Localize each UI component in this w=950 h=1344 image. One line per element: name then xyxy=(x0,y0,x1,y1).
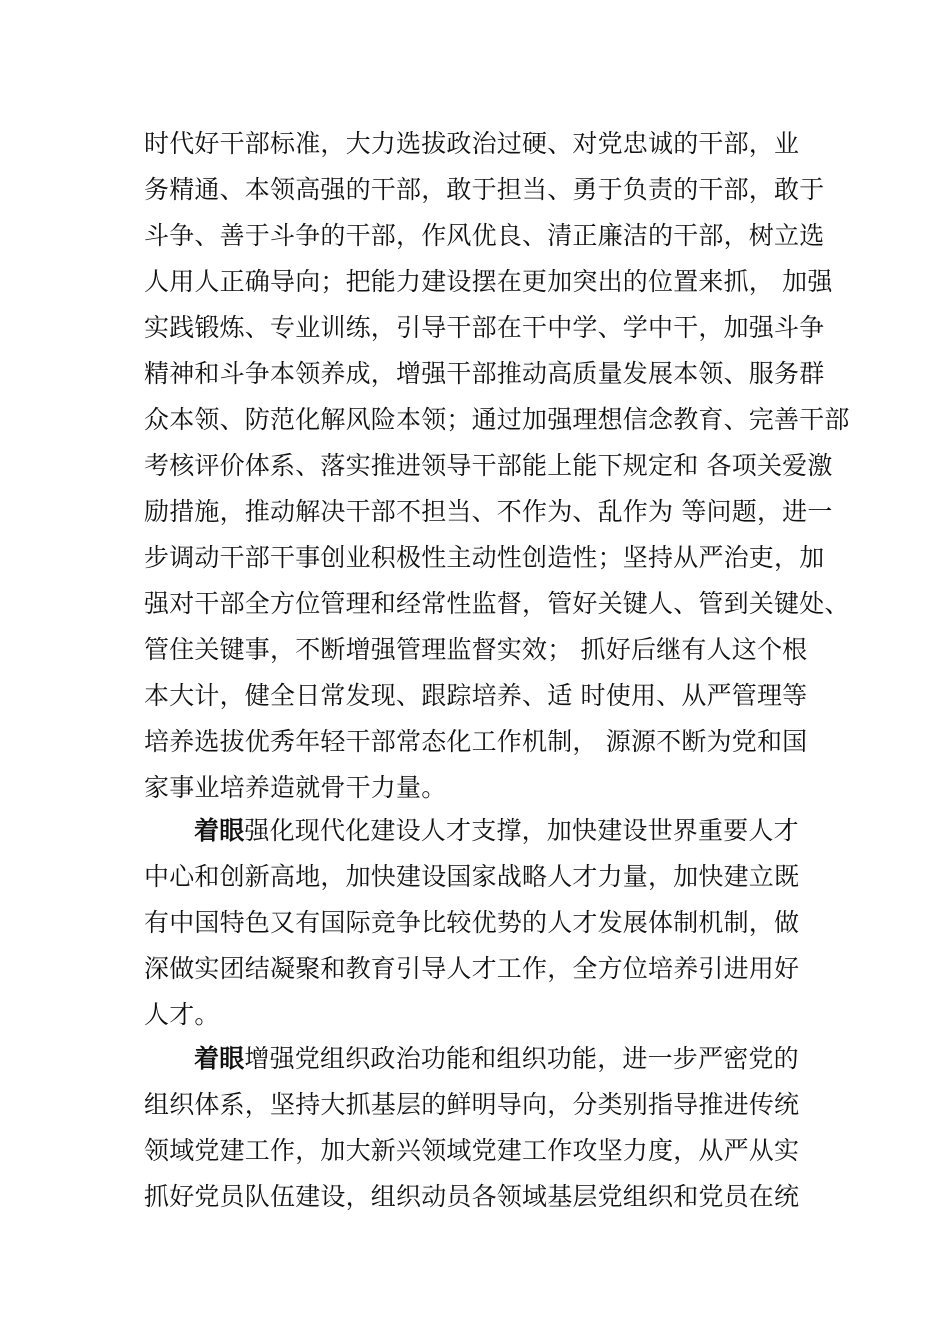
text-line: 领域党建工作，加大新兴领域党建工作攻坚力度，从严从实 xyxy=(144,1136,800,1165)
text-line-content: 增强党组织政治功能和组织功能，进一步严密党的 xyxy=(244,1044,799,1073)
paragraph-cadre-standards xyxy=(144,121,850,811)
text-line: 抓好党员队伍建设，组织动员各领域基层党组织和党员在统 xyxy=(144,1182,800,1211)
text-line: 众本领、防范化解风险本领；通过加强理想信念教育、完善干部 xyxy=(144,405,850,434)
text-line: 步调动干部干事创业积极性主动性创造性；坚持从严治吏，加 xyxy=(144,543,825,572)
paragraph-party-organization xyxy=(144,1036,844,1220)
text-line-first xyxy=(144,808,844,854)
text-line: 深做实团结凝聚和教育引导人才工作，全方位培养引进用好 xyxy=(144,954,800,983)
text-line: 精神和斗争本领养成，增强干部推动高质量发展本领、服务群 xyxy=(144,359,825,388)
text-line: 本大计，健全日常发现、跟踪培养、适 时使用、从严管理等 xyxy=(144,681,808,710)
paragraph-lead-word: 着眼 xyxy=(194,1044,245,1073)
text-line: 培养选拔优秀年轻干部常态化工作机制， 源源不断为党和国 xyxy=(144,727,808,756)
text-line: 中心和创新高地，加快建设国家战略人才力量，加快建立既 xyxy=(144,862,800,891)
text-line: 励措施，推动解决干部不担当、不作为、乱作为 等问题，进一 xyxy=(144,497,833,526)
text-line: 有中国特色又有国际竞争比较优势的人才发展体制机制，做 xyxy=(144,908,800,937)
paragraph-lead-word: 着眼 xyxy=(194,816,245,845)
text-line: 务精通、本领高强的干部，敢于担当、勇于负责的干部，敢于 xyxy=(144,175,825,204)
text-line: 人用人正确导向；把能力建设摆在更加突出的位置来抓， 加强 xyxy=(144,267,833,296)
text-line: 时代好干部标准，大力选拔政治过硬、对党忠诚的干部，业 xyxy=(144,129,800,158)
text-line-content: 强化现代化建设人才支撑，加快建设世界重要人才 xyxy=(244,816,799,845)
text-line: 强对干部全方位管理和经常性监督，管好关键人、管到关键处、 xyxy=(144,589,850,618)
text-line: 实践锻炼、专业训练，引导干部在干中学、学中干，加强斗争 xyxy=(144,313,825,342)
text-line: 斗争、善于斗争的干部，作风优良、清正廉洁的干部，树立选 xyxy=(144,221,825,250)
text-line-first xyxy=(144,1036,844,1082)
paragraph-talent-support xyxy=(144,808,844,1038)
text-line: 家事业培养造就骨干力量。 xyxy=(144,773,447,802)
text-line: 组织体系，坚持大抓基层的鲜明导向，分类别指导推进传统 xyxy=(144,1090,800,1119)
text-line: 管住关键事，不断增强管理监督实效； 抓好后继有人这个根 xyxy=(144,635,808,664)
text-line: 人才。 xyxy=(144,1000,220,1029)
text-line: 考核评价体系、落实推进领导干部能上能下规定和 各项关爱激 xyxy=(144,451,833,480)
